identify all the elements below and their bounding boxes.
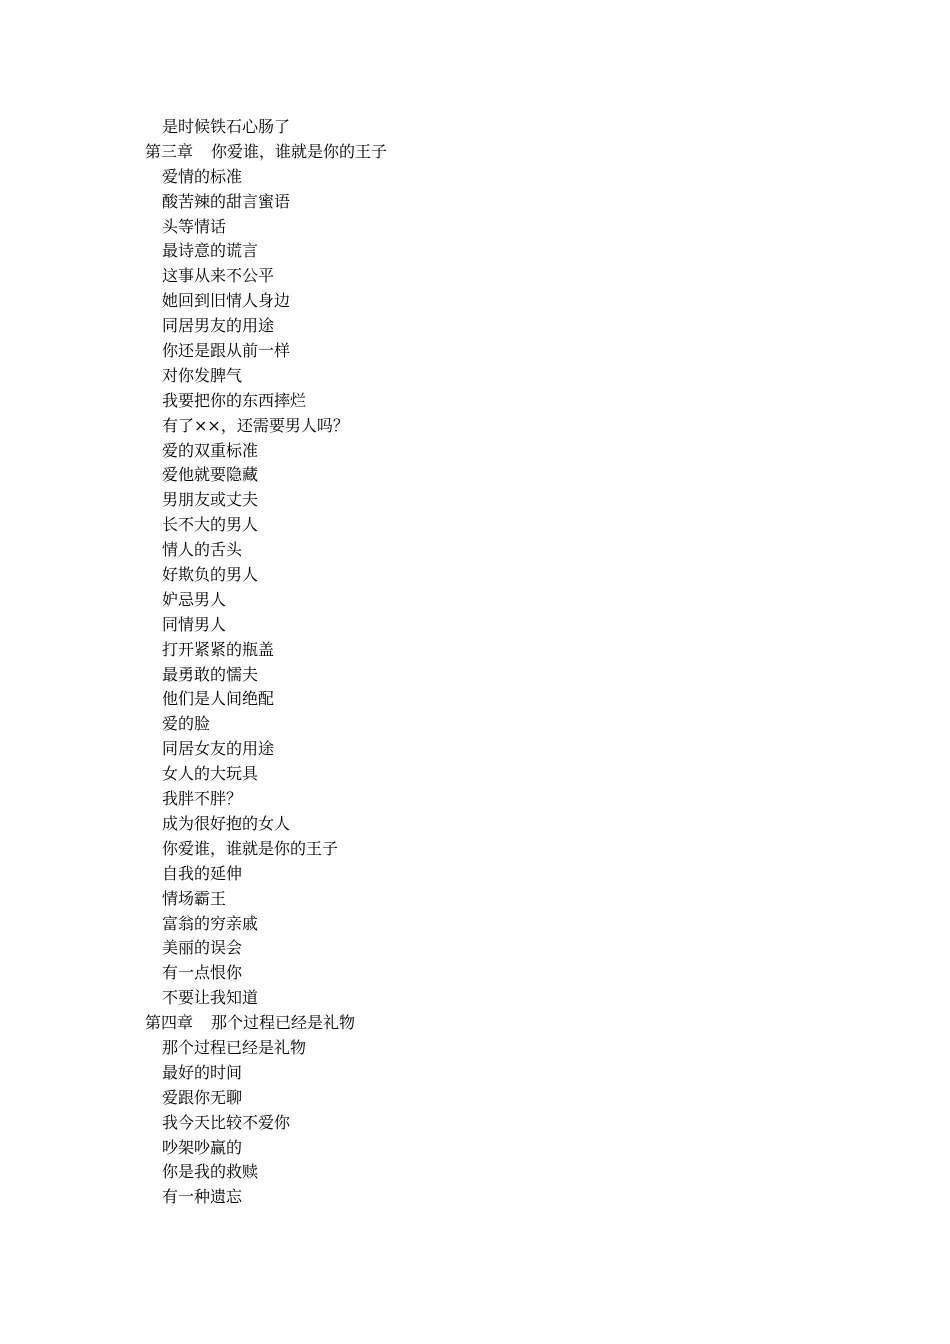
- toc-entry: 最勇敢的懦夫: [162, 664, 259, 684]
- toc-entry: 女人的大玩具: [162, 764, 259, 784]
- toc-entry: 长不大的男人: [162, 515, 259, 535]
- table-of-contents: [145, 115, 387, 1210]
- toc-entry: 我胖不胖？: [162, 789, 243, 809]
- toc-entry: 不要让我知道: [162, 988, 259, 1008]
- toc-entry: 情人的舌头: [162, 540, 243, 560]
- toc-entry: 我今天比较不爱你: [162, 1112, 291, 1132]
- chapter-number: 第三章: [145, 141, 194, 161]
- toc-entry: 美丽的误会: [162, 938, 243, 958]
- toc-entry: 那个过程已经是礼物: [162, 1037, 307, 1057]
- chapter-heading: [145, 140, 387, 165]
- toc-entry: 爱他就要隐藏: [162, 465, 259, 485]
- toc-entry: 是时候铁石心肠了: [162, 117, 291, 136]
- chapter-title: 那个过程已经是礼物: [211, 1013, 356, 1033]
- toc-entry: 有了××，还需要男人吗？: [162, 415, 349, 435]
- toc-entry: 爱情的标准: [162, 166, 243, 186]
- toc-entry: 最好的时间: [162, 1062, 243, 1082]
- toc-entry: 有一种遗忘: [162, 1187, 243, 1207]
- toc-entry: 头等情话: [162, 216, 227, 236]
- toc-entry: 酸苦辣的甜言蜜语: [162, 191, 291, 211]
- toc-entry: 她回到旧情人身边: [162, 291, 291, 311]
- toc-entry: 成为很好抱的女人: [162, 813, 291, 833]
- toc-entry: 爱跟你无聊: [162, 1087, 243, 1107]
- toc-entry: 他们是人间绝配: [162, 689, 275, 709]
- toc-entry: 爱的双重标准: [162, 440, 259, 460]
- toc-entry: 打开紧紧的瓶盖: [162, 639, 275, 659]
- toc-entry: 情场霸王: [162, 888, 227, 908]
- chapter-number: 第四章: [145, 1013, 194, 1033]
- toc-entry: 妒忌男人: [162, 589, 227, 609]
- toc-entry: 你还是跟从前一样: [162, 341, 291, 361]
- toc-entry: 同居女友的用途: [162, 739, 275, 759]
- toc-entry: 同居男友的用途: [162, 316, 275, 336]
- toc-entry: 我要把你的东西摔烂: [162, 390, 307, 410]
- toc-entry: 富翁的穷亲戚: [162, 913, 259, 933]
- toc-entry: 这事从来不公平: [162, 266, 275, 286]
- toc-entry: 最诗意的谎言: [162, 241, 259, 261]
- toc-entry: 有一点恨你: [162, 963, 243, 983]
- toc-entry: 你是我的救赎: [162, 1162, 259, 1182]
- toc-entry: 同情男人: [162, 614, 227, 634]
- toc-entry: 男朋友或丈夫: [162, 490, 259, 510]
- chapter-title: 你爱谁，谁就是你的王子: [211, 141, 388, 161]
- chapter-heading: [145, 1011, 387, 1036]
- toc-entry: 吵架吵赢的: [162, 1137, 243, 1157]
- toc-entry: 爱的脸: [162, 714, 211, 734]
- toc-entry: 好欺负的男人: [162, 565, 259, 585]
- toc-entry: 对你发脾气: [162, 365, 243, 385]
- toc-entry: 你爱谁，谁就是你的王子: [162, 838, 339, 858]
- toc-entry: 自我的延伸: [162, 863, 243, 883]
